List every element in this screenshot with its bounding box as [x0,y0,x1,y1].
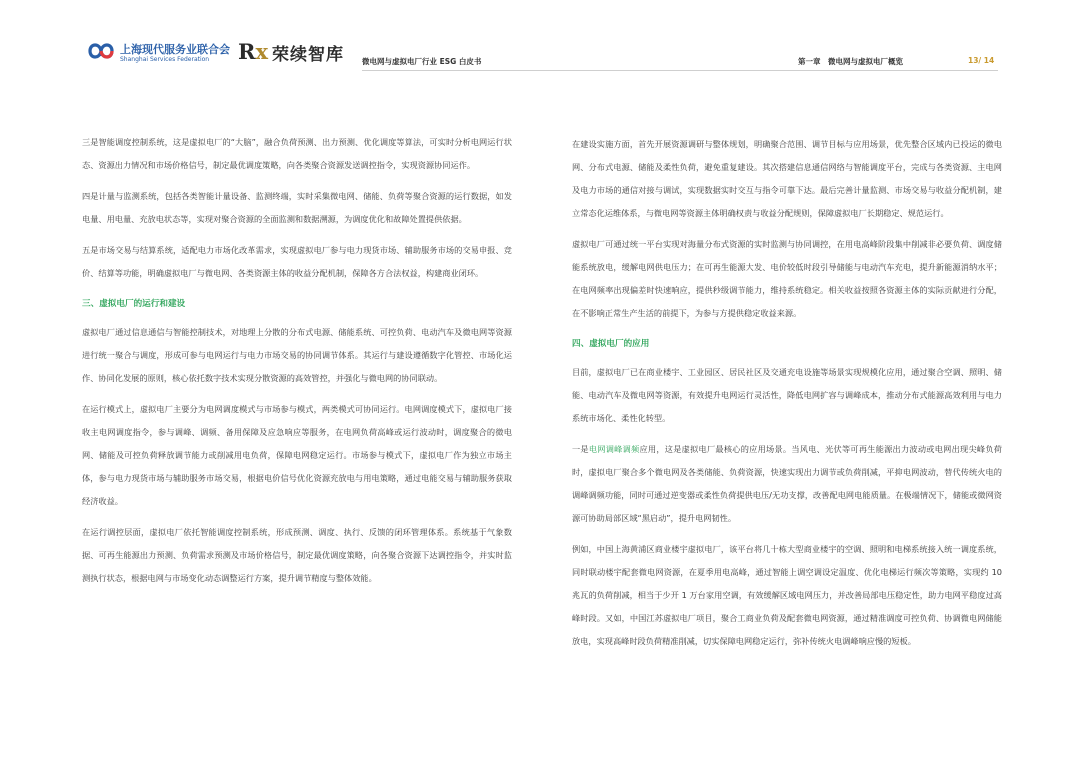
paragraph: 五是市场交易与结算系统，适配电力市场化改革需求，实现虚拟电厂参与电力现货市场、辅助服务市场的交易申报、竞价、结算等功能，明确虚拟电厂与微电网、各类资源主体的收益分配机制，保障各方合法权益，构建商业闭环。 [82,245,512,278]
document-title: 微电网与虚拟电厂行业 ESG 白皮书 [362,57,482,66]
org-name-en: Shanghai Services Federation [120,56,210,63]
paragraph: 虚拟电厂可通过统一平台实现对海量分布式资源的实时监测与协同调控，在用电高峰阶段集中削减非必要负荷、调度储能系统放电，缓解电网供电压力；在可再生能源大发、电价较低时段引导储能与电动汽车充电，提升新能源消纳水平；在电网频率出现偏差时快速响应，提供秒级调节能力，维持系统稳定。相关收益按照各资源主体的实际贡献进行分配，在不影响正常生产生活的前提下，为参与方提供稳定收益来源。 [572,239,1002,318]
paragraph: 例如，中国上海黄浦区商业楼宇虚拟电厂，该平台将几十栋大型商业楼宇的空调、照明和电梯系统接入统一调度系统，同时联动楼宇配套微电网资源，在夏季用电高峰，通过智能上调空调设定温度、优化电梯运行频次等策略，实现约 10 兆瓦的负荷削减，相当于少开 1 万台家用空调，有效缓解区域电网压力，并改善局部电压稳定性，助力电网平稳度过高峰时段。又如，中国江苏虚拟电厂项目，聚合工商业负荷及配套微电网资源，通过精准调度可控负荷、协调微电网储能放电，实现高峰时段负荷精准削减，切实保障电网稳定运行，弥补传统火电调峰响应慢的短板。 [572,544,1002,646]
chapter-title: 第一章 微电网与虚拟电厂概览 [798,57,903,66]
left-column [82,131,512,598]
rx-mark-icon: Rx [238,39,268,64]
org-name-cn: 上海现代服务业联合会 [120,43,230,56]
page-header [0,0,1080,80]
paragraph: 在建设实施方面，首先开展资源调研与整体规划，明确聚合范围、调节目标与应用场景，优先整合区域内已投运的微电网、分布式电源、储能及柔性负荷，避免重复建设。其次搭建信息通信网络与智能调度平台，完成与各类资源、主电网及电力市场的通信对接与调试，实现数据实时交互与指令可靠下达。最后完善计量监测、市场交易与收益分配机制，建立常态化运维体系，与微电网等资源主体明确权责与收益分配规则，保障虚拟电厂长期稳定、规范运行。 [572,139,1002,218]
paragraph [572,438,1002,530]
paragraph: 目前，虚拟电厂已在商业楼宇、工业园区、居民社区及交通充电设施等场景实现规模化应用，通过聚合空调、照明、储能、电动汽车及微电网等资源，有效提升电网运行灵活性，降低电网扩容与调峰成本，推动分布式能源高效利用与电力系统市场化、柔性化转型。 [572,367,1002,423]
header-divider [362,70,998,71]
paragraph: 虚拟电厂通过信息通信与智能控制技术，对地理上分散的分布式电源、储能系统、可控负荷、电动汽车及微电网等资源进行统一聚合与调度，形成可参与电网运行与电力市场交易的协同调节体系。其运行与建设遵循数字化管控、市场化运作、协同化发展的原则，核心依托数字技术实现分散资源的高效管控，并强化与微电网的协同联动。 [82,327,512,383]
section-heading: 三、虚拟电厂的运行和建设 [82,299,186,309]
brand-name: 荣续智库 [272,45,344,65]
paragraph: 三是智能调度控制系统，这是虚拟电厂的“大脑”，融合负荷预测、出力预测、优化调度等算法，可实时分析电网运行状态、资源出力情况和市场价格信号，制定最优调度策略，向各类聚合资源发送调控指令，实现资源协同运作。 [82,137,512,170]
page-number: 13/ 14 [968,56,995,65]
rongxu-logo [238,39,348,65]
ssf-logo [86,40,230,68]
highlighted-term: 电网调峰调频 [588,444,640,454]
text-run: 应用，这是虚拟电厂最核心的应用场景。当风电、光伏等可再生能源出力波动或电网出现尖峰负荷时，虚拟电厂聚合多个微电网及各类储能、负荷资源，快速实现出力调节或负荷削减，平抑电网波动，替代传统火电的调峰调频功能，同时可通过逆变器或柔性负荷提供电压/无功支撑，改善配电网电能质量。在极端情况下，储能或微网资源可协助局部区域“黑启动”，提升电网韧性。 [572,444,1002,523]
paragraph: 在运行调控层面，虚拟电厂依托智能调度控制系统，形成预测、调度、执行、反馈的闭环管理体系。系统基于气象数据、可再生能源出力预测、负荷需求预测及市场价格信号，制定最优调度策略，向各聚合资源下达调控指令，并实时监测执行状态，根据电网与市场变化动态调整运行方案，提升调节精度与整体效能。 [82,527,512,583]
section-heading: 四、虚拟电厂的应用 [572,339,650,349]
ssf-logo-icon [86,40,116,62]
right-column [572,133,1002,661]
text-run: 一是 [572,444,589,454]
paragraph: 四是计量与监测系统，包括各类智能计量设备、监测终端，实时采集微电网、储能、负荷等聚合资源的运行数据，如发电量、用电量、充放电状态等，实现对聚合资源的全面监测和数据溯源，为调度优化和故障处置提供依据。 [82,191,512,224]
paragraph: 在运行模式上，虚拟电厂主要分为电网调度模式与市场参与模式，两类模式可协同运行。电网调度模式下，虚拟电厂接收主电网调度指令，参与调峰、调频、备用保障及应急响应等服务，在电网负荷高峰或运行波动时，调度聚合的微电网、储能及可控负荷释放调节能力或削减用电负荷，保障电网稳定运行。市场参与模式下，虚拟电厂作为独立市场主体，参与电力现货市场与辅助服务市场交易，根据电价信号优化资源充放电与用电策略，通过电能交易与辅助服务获取经济收益。 [82,404,512,506]
